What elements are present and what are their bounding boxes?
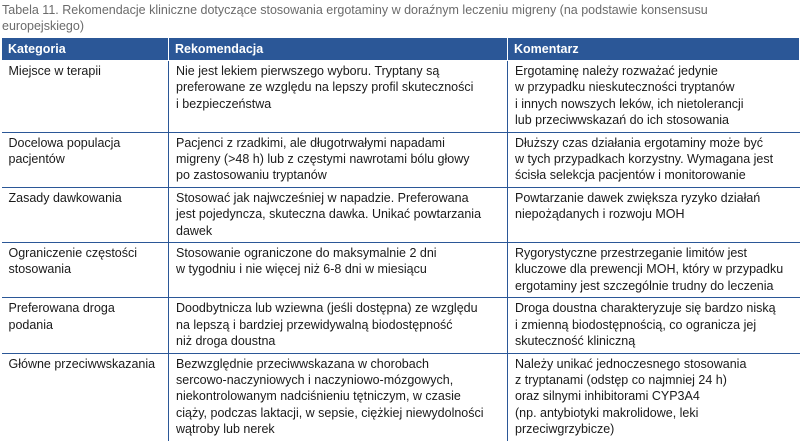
recommendations-table [1,38,800,441]
comment-cell: Rygorystyczne przestrzeganie limitów jest kluczowe dla prewencji MOH, który w przypadku ergotaminy jest szczególnie trudny do leczenia [508,243,800,298]
category-cell: Główne przeciwwskazania [8,356,156,371]
category-cell: Preferowana droga podania [2,298,169,353]
comment-cell: Ergotaminę należy rozważać jedynie w przypadku nieskuteczności tryptanów i innych nowszych leków, ich nietolerancji lub przeciwwskazań do ich stosowania [508,61,800,133]
recommendation-cell: Bezwzględnie przeciwwskazana w chorobach sercowo-naczyniowych i naczyniowo-mózgowych, niekontrolowanym nadciśnieniu tętniczym, w czasie ciąży, podczas laktacji, w sepsie, ciężkiej niewydolności wątroby lub nerek [169,353,508,441]
category-cell: Docelowa populacja pacjentów [2,132,169,187]
recommendation-cell: Pacjenci z rzadkimi, ale długotrwałymi napadami migreny (>48 h) lub z częstymi nawrotami bólu głowy po zastosowaniu tryptanów [169,132,508,187]
recommendation-cell: Stosowanie ograniczone do maksymalnie 2 dni w tygodniu i nie więcej niż 6-8 dni w miesiącu [169,243,508,298]
header-recommendation: Rekomendacja [169,38,508,61]
category-cell: Zasady dawkowania [2,187,169,242]
header-comment: Komentarz [508,38,800,61]
table-caption: Tabela 11. Rekomendacje kliniczne dotyczące stosowania ergotaminy w doraźnym leczeniu migreny (na podstawie konsensusu europejskiego) [2,3,708,33]
table-row [2,61,800,133]
header-category: Kategoria [2,38,169,61]
table-row [2,132,800,187]
comment-cell: Droga doustna charakteryzuje się bardzo niską i zmienną biodostępnością, co ogranicza jej skuteczność kliniczną [508,298,800,353]
recommendation-cell: Stosować jak najwcześniej w napadzie. Preferowana jest pojedyncza, skuteczna dawka. Unikać powtarzania dawek [169,187,508,242]
comment-cell: Należy unikać jednoczesnego stosowania z tryptanami (odstęp co najmniej 24 h) oraz silnymi inhibitorami CYP3A4 (np. antybiotyki makrolidowe, leki przeciwgrzybicze) [508,353,800,441]
comment-cell: Powtarzanie dawek zwiększa ryzyko działań niepożądanych i rozwoju MOH [508,187,800,242]
comment-cell: Dłuższy czas działania ergotaminy może być w tych przypadkach korzystny. Wymagana jest ścisła selekcja pacjentów i monitorowanie [508,132,800,187]
table-row [2,353,800,441]
table-row [2,298,800,353]
category-cell: Ograniczenie częstości stosowania [2,243,169,298]
recommendation-cell: Doodbytnicza lub wziewna (jeśli dostępna) ze względu na lepszą i bardziej przewidywalną biodostępność niż droga doustna [169,298,508,353]
table-row [2,187,800,242]
recommendation-cell: Nie jest lekiem pierwszego wyboru. Tryptany są preferowane ze względu na lepszy profil skuteczności i bezpieczeństwa [169,61,508,133]
category-cell: Miejsce w terapii [2,61,169,133]
table-header-row [2,38,800,61]
table-row [2,243,800,298]
